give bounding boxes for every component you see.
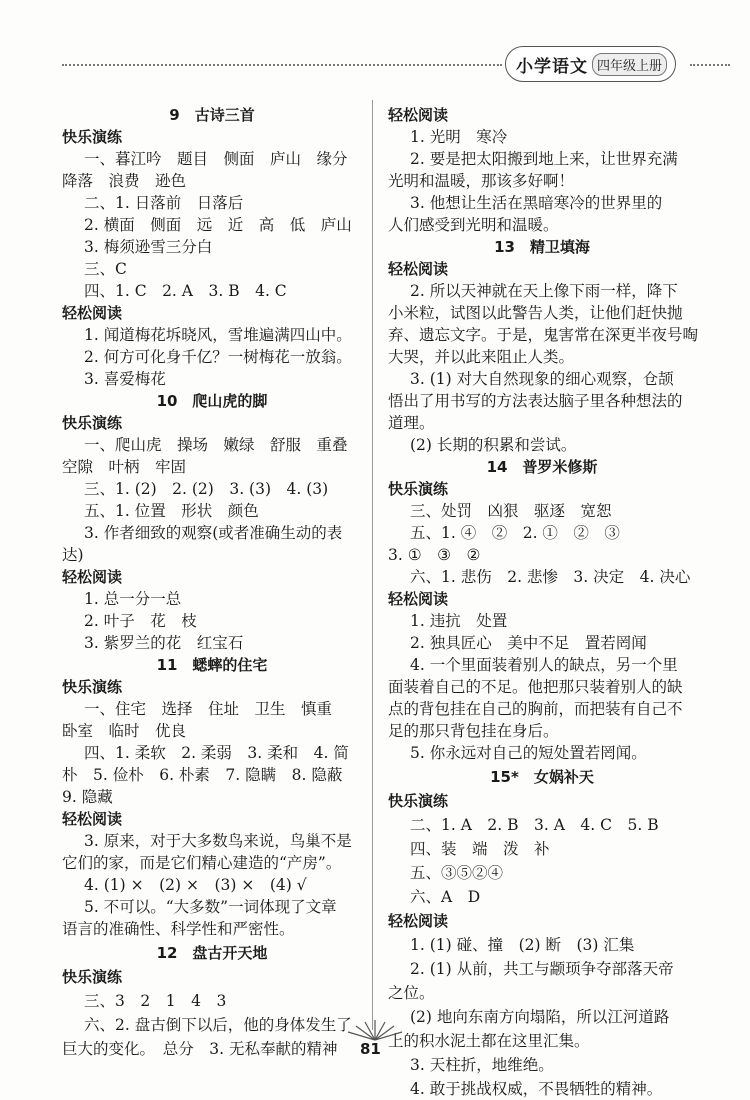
answer-line: 光明和温暖，那该多好啊！ [388,172,575,190]
answer-line: 面装着自己的不足。他把那只装着别人的缺 [388,678,683,696]
lesson-title: 15* 女娲补天 [490,768,594,786]
answer-line: 5. 你永远对自己的短处置若罔闻。 [410,744,647,762]
section-heading: 快乐演练 [62,678,123,696]
section-heading: 快乐演练 [388,480,449,498]
answer-line: (2) 地向东南方向塌陷，所以江河道路 [410,1008,670,1026]
section-heading: 快乐演练 [388,792,449,810]
answer-line: 三、C [84,260,127,278]
section-heading: 快乐演练 [62,968,123,986]
header-rule [62,64,502,66]
answer-line: 五、③⑤②④ [410,864,504,882]
answer-line: 降落 浪费 逊色 [62,172,187,190]
answer-line: 1. 光明 寒冷 [410,128,508,146]
answer-line: 3. 原来，对于大多数鸟来说，鸟巢不是 [84,832,352,850]
answer-line: 1. 总一分一总 [84,590,182,608]
answer-line: 大哭，并以此来阻止人类。 [388,348,575,366]
section-heading: 轻松阅读 [388,912,449,930]
column-divider [372,100,373,1030]
answer-line: 五、1. ④ ② 2. ① ② ③ [410,524,620,542]
answer-line: 2. 所以天神就在天上像下雨一样，降下 [410,282,678,300]
lesson-title: 13 精卫填海 [494,238,590,256]
answer-line: 语言的准确性、科学性和严密性。 [62,920,295,938]
answer-line: 二、1. 日落前 日落后 [84,194,244,212]
answer-line: 二、1. A 2. B 3. A 4. C 5. B [410,816,659,834]
section-heading: 轻松阅读 [388,260,449,278]
answer-line: 达) [62,546,84,564]
answer-line: 朴 5. 俭朴 6. 朴素 7. 隐瞒 8. 隐蔽 [62,766,343,784]
section-heading: 快乐演练 [62,414,123,432]
page-number: 81 [360,1040,381,1058]
answer-line: 五、1. 位置 形状 颜色 [84,502,259,520]
lesson-title: 10 爬山虎的脚 [156,392,268,410]
sunburst-ornament-icon [328,1018,422,1042]
answer-line: 卧室 临时 优良 [62,722,187,740]
answer-line: 1. 违抗 处置 [410,612,508,630]
answer-line: 六、A D [410,888,481,906]
answer-line: 弃、遗忘文字。于是，鬼害常在深更半夜号啕 [388,326,699,344]
header-rule-right [690,64,730,66]
subject-label: 小学语文 [516,56,588,77]
answer-line: 道理。 [388,414,435,432]
answer-line: 三、1. (2) 2. (2) 3. (3) 4. (3) [84,480,329,498]
answer-line: 四、1. 柔软 2. 柔弱 3. 柔和 4. 简 [84,744,349,762]
answer-line: 5. 不可以。“大多数”一词体现了文章 [84,898,337,916]
answer-line: 上的积水泥土都在这里汇集。 [388,1032,590,1050]
answer-line: 一、爬山虎 操场 嫩绿 舒服 重叠 [84,436,348,454]
answer-line: 3. ① ③ ② [388,546,481,564]
answer-line: 一、住宅 选择 住址 卫生 慎重 [84,700,333,718]
answer-line: 2. 叶子 花 枝 [84,612,197,630]
answer-line: 4. (1) × (2) × (3) × (4) √ [84,876,307,894]
header-badge [505,46,676,82]
answer-line: 小米粒，试图以此警告人类，让他们赶快抛 [388,304,683,322]
answer-line: 1. (1) 碰、撞 (2) 断 (3) 汇集 [410,936,635,954]
answer-line: 2. (1) 从前，共工与颛顼争夺部落天帝 [410,960,674,978]
answer-line: 四、装 端 泼 补 [410,840,550,858]
answer-line: 六、2. 盘古倒下以后，他的身体发生了 [84,1016,352,1034]
answer-line: 一、暮江吟 题目 侧面 庐山 缘分 [84,150,348,168]
answer-line: 人们感受到光明和温暖。 [388,216,559,234]
answer-line: 3. 他想让生活在黑暗寒冷的世界里的 [410,194,663,212]
grade-label: 四年级上册 [592,53,667,76]
answer-line: 空隙 叶柄 牢固 [62,458,187,476]
answer-line: 3. 喜爱梅花 [84,370,166,388]
answer-line: 2. 何方可化身千亿？一树梅花一放翁。 [84,348,352,366]
answer-line: 3. (1) 对大自然现象的细心观察，仓颉 [410,370,674,388]
answer-line: 3. 紫罗兰的花 红宝石 [84,634,244,652]
answer-line: 3. 梅须逊雪三分白 [84,238,213,256]
answer-line: 9. 隐藏 [62,788,113,806]
answer-line: 悟出了用书写的方法表达脑子里各种想法的 [388,392,683,410]
answer-line: 它们的家，而是它们精心建造的“产房”。 [62,854,342,872]
answer-line: 三、处罚 凶狠 驱逐 宽恕 [410,502,612,520]
answer-line: (2) 长期的积累和尝试。 [410,436,577,454]
answer-line: 1. 闻道梅花坼晓风，雪堆遍满四山中。 [84,326,352,344]
answer-line: 巨大的变化。 总分 3. 无私奉献的精神 [62,1040,338,1058]
section-heading: 轻松阅读 [62,304,123,322]
section-heading: 轻松阅读 [62,810,123,828]
answer-line: 四、1. C 2. A 3. B 4. C [84,282,287,300]
lesson-title: 11 蟋蟀的住宅 [156,656,268,674]
lesson-title: 14 普罗米修斯 [486,458,598,476]
answer-line: 六、1. 悲伤 2. 悲惨 3. 决定 4. 决心 [410,568,691,586]
answer-line: 足的那只背包挂在身后。 [388,722,559,740]
lesson-title: 9 古诗三首 [169,106,255,124]
section-heading: 轻松阅读 [62,568,123,586]
section-heading: 轻松阅读 [388,106,449,124]
answer-line: 2. 独具匠心 美中不足 置若罔闻 [410,634,647,652]
section-heading: 快乐演练 [62,128,123,146]
answer-line: 4. 敢于挑战权威，不畏牺牲的精神。 [410,1080,663,1098]
lesson-title: 12 盘古开天地 [156,944,268,962]
answer-line: 3. 天柱折，地维绝。 [410,1056,554,1074]
answer-line: 点的背包挂在自己的胸前，而把装有自己不 [388,700,683,718]
answer-line: 三、3 2 1 4 3 [84,992,227,1010]
answer-line: 2. 要是把太阳搬到地上来，让世界充满 [410,150,678,168]
answer-line: 3. 作者细致的观察(或者准确生动的表 [84,524,343,542]
answer-line: 4. 一个里面装着别人的缺点，另一个里 [410,656,678,674]
answer-line: 之位。 [388,984,435,1002]
section-heading: 轻松阅读 [388,590,449,608]
answer-line: 2. 横面 侧面 远 近 高 低 庐山 [84,216,352,234]
